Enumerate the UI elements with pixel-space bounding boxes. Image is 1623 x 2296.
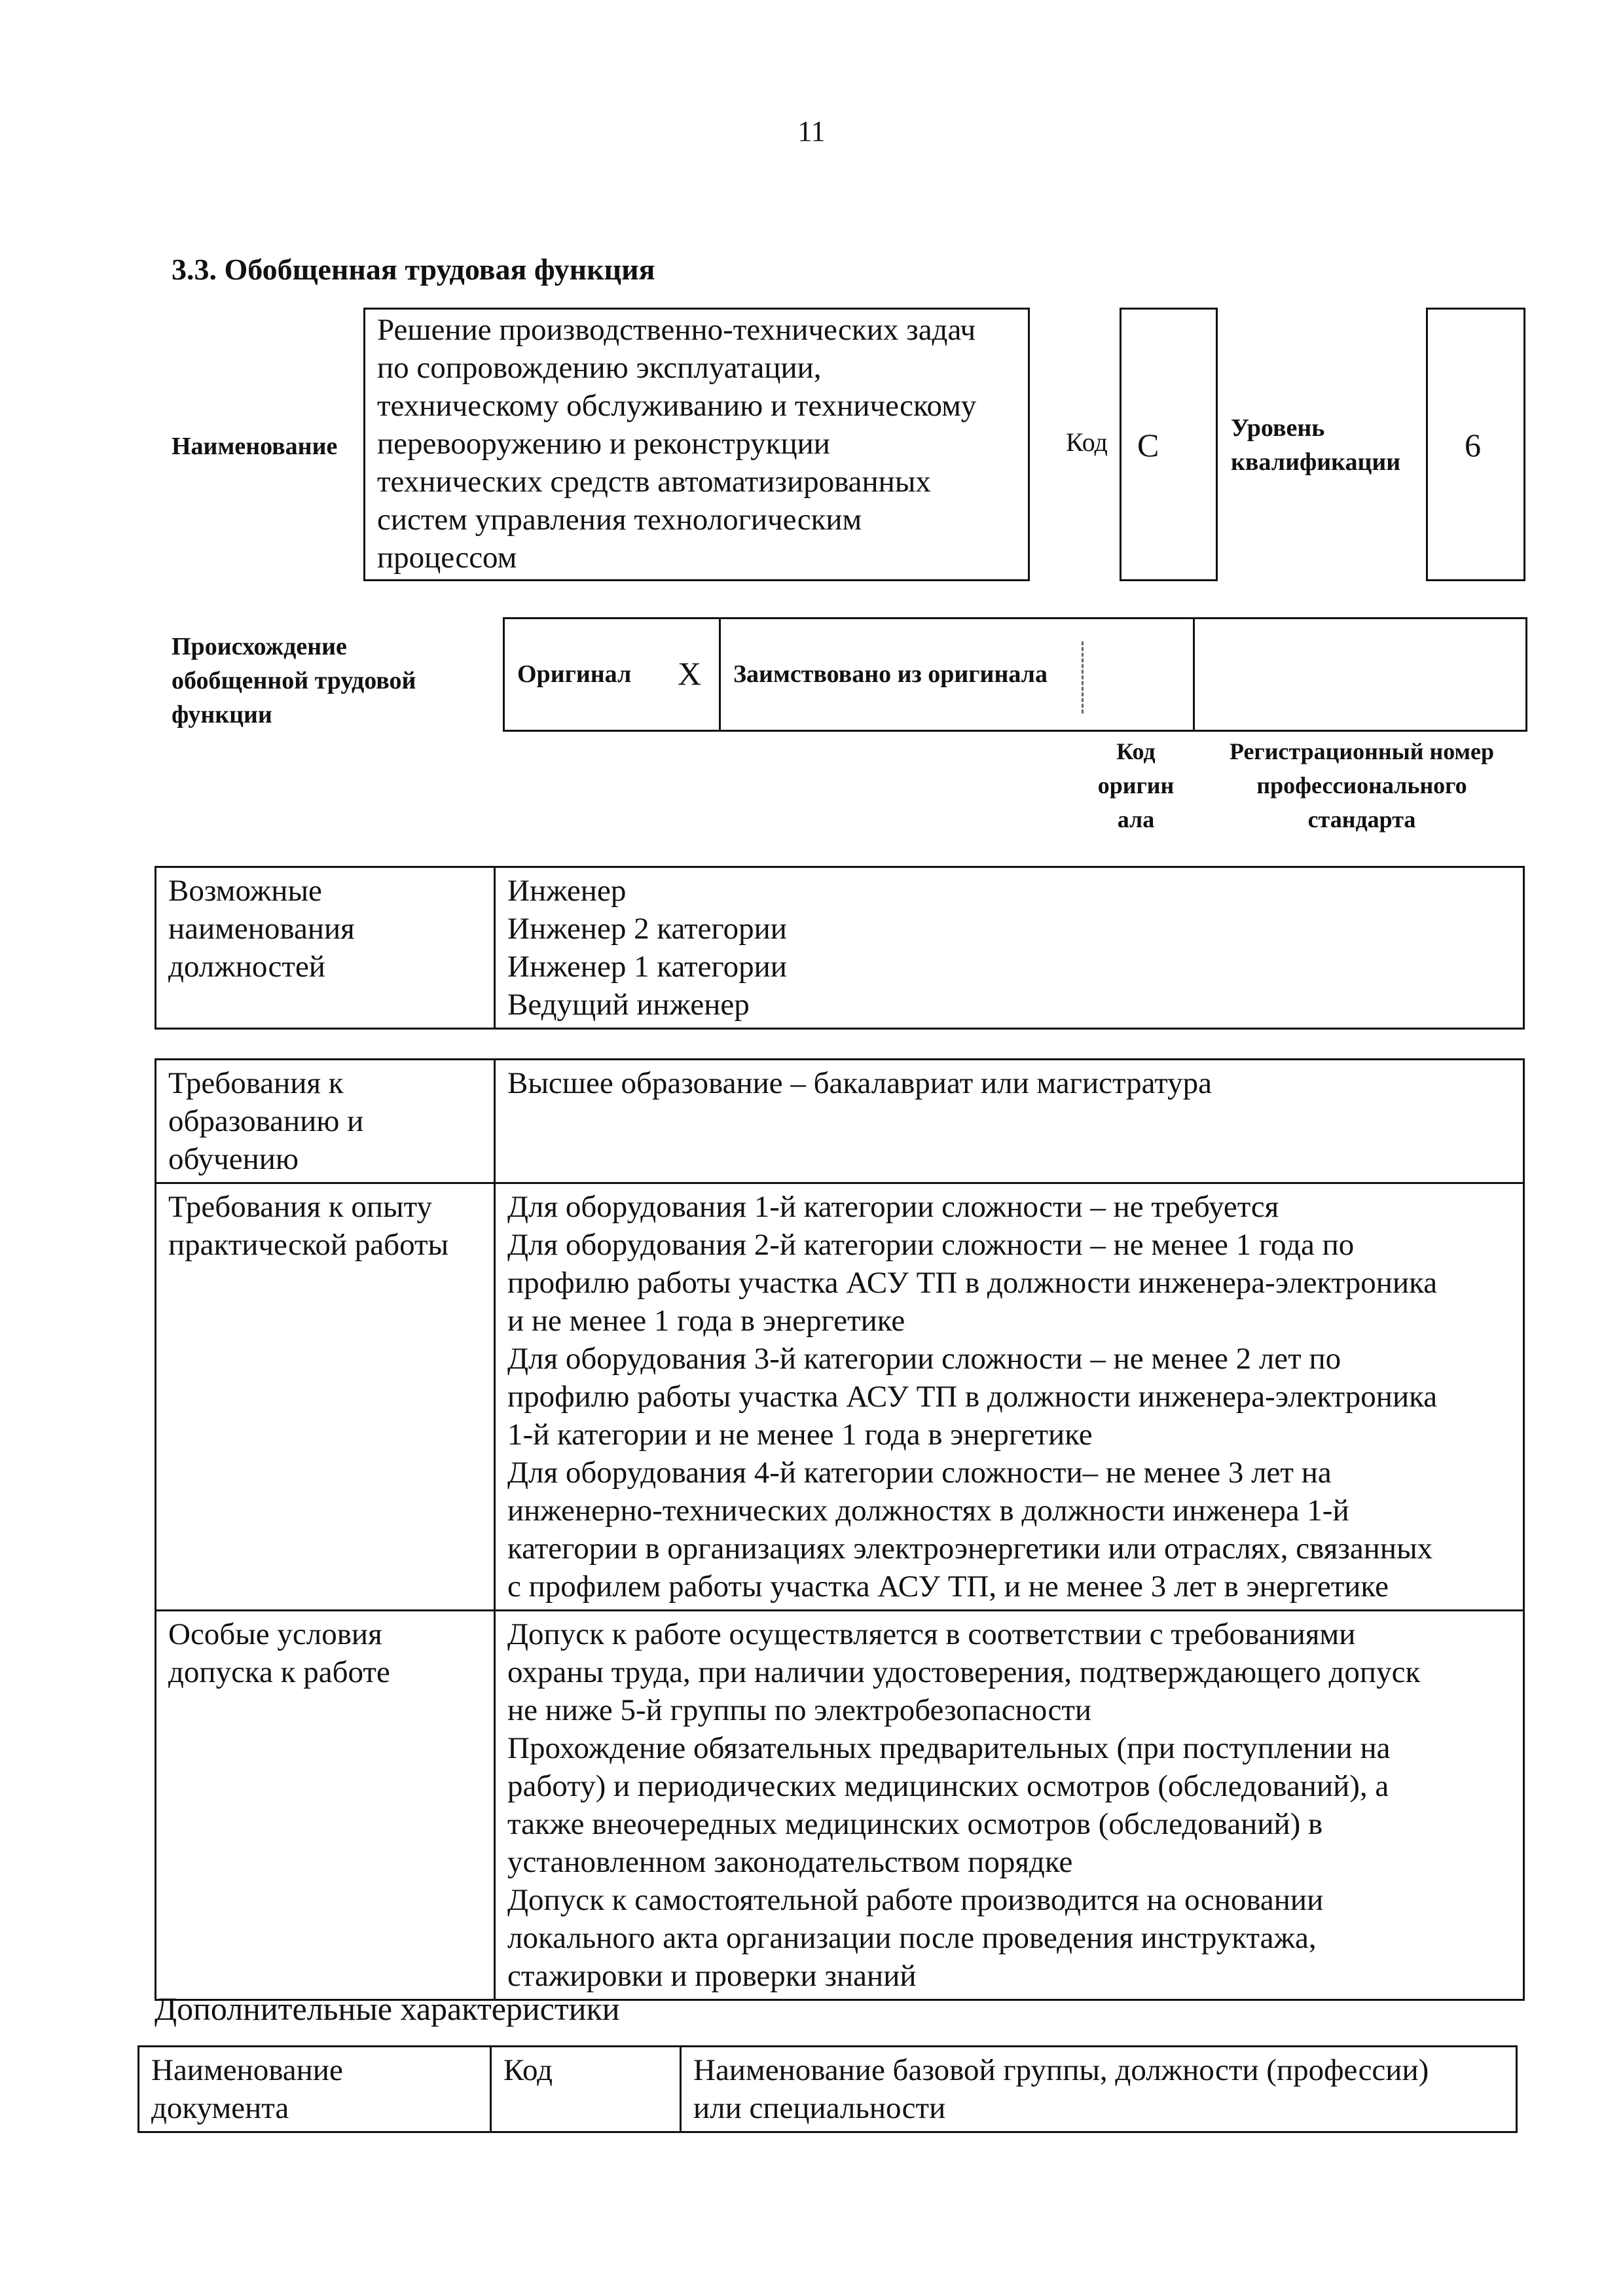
header-cell [491,2047,681,2132]
origin-dashed-divider [1082,641,1084,713]
header-cell [681,2047,1517,2132]
origin-divider-1 [719,617,721,732]
requirement-label-line: обучению [168,1142,299,1176]
origin-label [172,630,416,732]
header-line: Наименование базовой группы, должности (профессии) [693,2053,1429,2087]
positions-list-cell [495,867,1524,1029]
table-row [156,1611,1524,2000]
requirement-label-line: Требования к опыту [168,1190,433,1224]
origin-divider-2 [1193,617,1195,732]
position-item: Ведущий инженер [507,988,750,1022]
code-value: С [1137,427,1159,463]
requirement-value-line: и не менее 1 года в энергетике [507,1304,905,1338]
requirement-value-line: Для оборудования 1-й категории сложности – не требуется [507,1190,1279,1224]
requirement-value-line: стажировки и проверки знаний [507,1959,917,1993]
requirement-value-line: профилю работы участка АСУ ТП в должности инженера-электроника [507,1380,1438,1414]
header-cell [139,2047,491,2132]
position-item: Инженер [507,874,627,908]
positions-table [155,866,1525,1030]
additional-table [137,2045,1518,2133]
header-line: Наименование [151,2053,343,2087]
code-caption [1087,734,1185,836]
requirement-value-line: не ниже 5-й группы по электробезопасности [507,1693,1092,1727]
table-row [156,867,1524,1029]
origin-label-line: обобщенной трудовой [172,667,416,694]
requirement-label-cell [156,1183,495,1611]
requirement-value-line: Допуск к работе осуществляется в соответствии с требованиями [507,1617,1356,1651]
code-box [1120,308,1218,581]
requirement-value-line: с профилем работы участка АСУ ТП, и не менее 3 лет в энергетике [507,1570,1389,1604]
positions-label-cell [156,867,495,1029]
name-label: Наименование [172,433,338,460]
requirement-value-line: Для оборудования 2-й категории сложности – не менее 1 года по [507,1228,1355,1262]
requirement-value-line: Для оборудования 3-й категории сложности – не менее 2 лет по [507,1342,1341,1376]
level-label [1231,411,1400,479]
requirement-value-line: работу) и периодических медицинских осмотров (обследований), а [507,1769,1389,1803]
requirement-value-cell [495,1183,1524,1611]
code-caption-line: оригин [1097,772,1175,798]
function-name-line: по сопровождению эксплуатации, [377,351,822,385]
requirement-label-line: образованию и [168,1104,364,1138]
table-row [139,2047,1517,2132]
requirement-value-line: Для оборудования 4-й категории сложности– не менее 3 лет на [507,1456,1332,1490]
requirement-value-line: Допуск к самостоятельной работе производится на основании [507,1883,1324,1917]
reg-caption [1198,734,1525,836]
requirement-value-line: локального акта организации после проведения инструктажа, [507,1921,1317,1955]
requirement-label-line: Требования к [168,1066,344,1100]
function-name-line: Решение производственно-технических задач [377,313,976,347]
requirement-value-line: охраны труда, при наличии удостоверения, подтверждающего допуск [507,1655,1421,1689]
function-name-line: перевооружению и реконструкции [377,427,830,461]
requirements-table [155,1058,1525,2001]
requirement-value-line: категории в организациях электроэнергетики или отраслях, связанных [507,1532,1433,1566]
requirement-value-line: также внеочередных медицинских осмотров (обследований) в [507,1807,1323,1841]
function-name-box [363,308,1030,581]
borrowed-label: Заимствовано из оригинала [733,660,1048,688]
page-number: 11 [797,115,826,147]
requirement-label-line: практической работы [168,1228,449,1262]
level-label-line: Уровень [1231,414,1325,442]
header-line: Код [503,2053,553,2087]
requirement-value-line: профилю работы участка АСУ ТП в должности инженера-электроника [507,1266,1438,1300]
requirement-value-line: 1-й категории и не менее 1 года в энергетике [507,1418,1093,1452]
origin-label-line: Происхождение [172,633,347,660]
additional-title: Дополнительные характеристики [155,1990,620,2027]
requirement-label-cell [156,1060,495,1183]
level-value: 6 [1465,427,1481,463]
code-label: Код [1066,427,1108,457]
table-row [156,1183,1524,1611]
function-name-text [377,311,976,577]
position-item: Инженер 2 категории [507,912,787,946]
positions-label-line: должностей [168,950,325,984]
requirement-value-cell [495,1060,1524,1183]
position-item: Инженер 1 категории [507,950,787,984]
requirement-value-line: Высшее образование – бакалавриат или магистратура [507,1066,1212,1100]
code-caption-line: ала [1117,806,1155,833]
function-name-line: систем управления технологическим [377,503,862,537]
section-title: 3.3. Обобщенная трудовая функция [172,253,655,286]
original-label: Оригинал [517,660,632,688]
table-row [156,1060,1524,1183]
header-line: документа [151,2091,289,2125]
requirement-label-line: допуска к работе [168,1655,390,1689]
level-label-line: квалификации [1231,448,1401,476]
requirement-value-line: установленном законодательством порядке [507,1845,1073,1879]
requirement-value-line: Прохождение обязательных предварительных (при поступлении на [507,1731,1391,1765]
function-name-line: технических средств автоматизированных [377,465,931,499]
reg-caption-line: профессионального [1256,772,1467,798]
reg-caption-line: Регистрационный номер [1229,738,1495,764]
requirement-value-line: инженерно-технических должностях в должности инженера 1-й [507,1494,1349,1528]
reg-caption-line: стандарта [1307,806,1416,833]
header-line: или специальности [693,2091,946,2125]
requirement-value-cell [495,1611,1524,2000]
origin-label-line: функции [172,701,272,728]
requirement-label-cell [156,1611,495,2000]
original-mark: X [678,655,702,692]
requirement-label-line: Особые условия [168,1617,382,1651]
positions-label-line: наименования [168,912,355,946]
function-name-line: техническому обслуживанию и техническому [377,389,977,423]
level-box [1426,308,1525,581]
function-name-line: процессом [377,541,517,575]
code-caption-line: Код [1116,738,1156,764]
positions-label-line: Возможные [168,874,322,908]
